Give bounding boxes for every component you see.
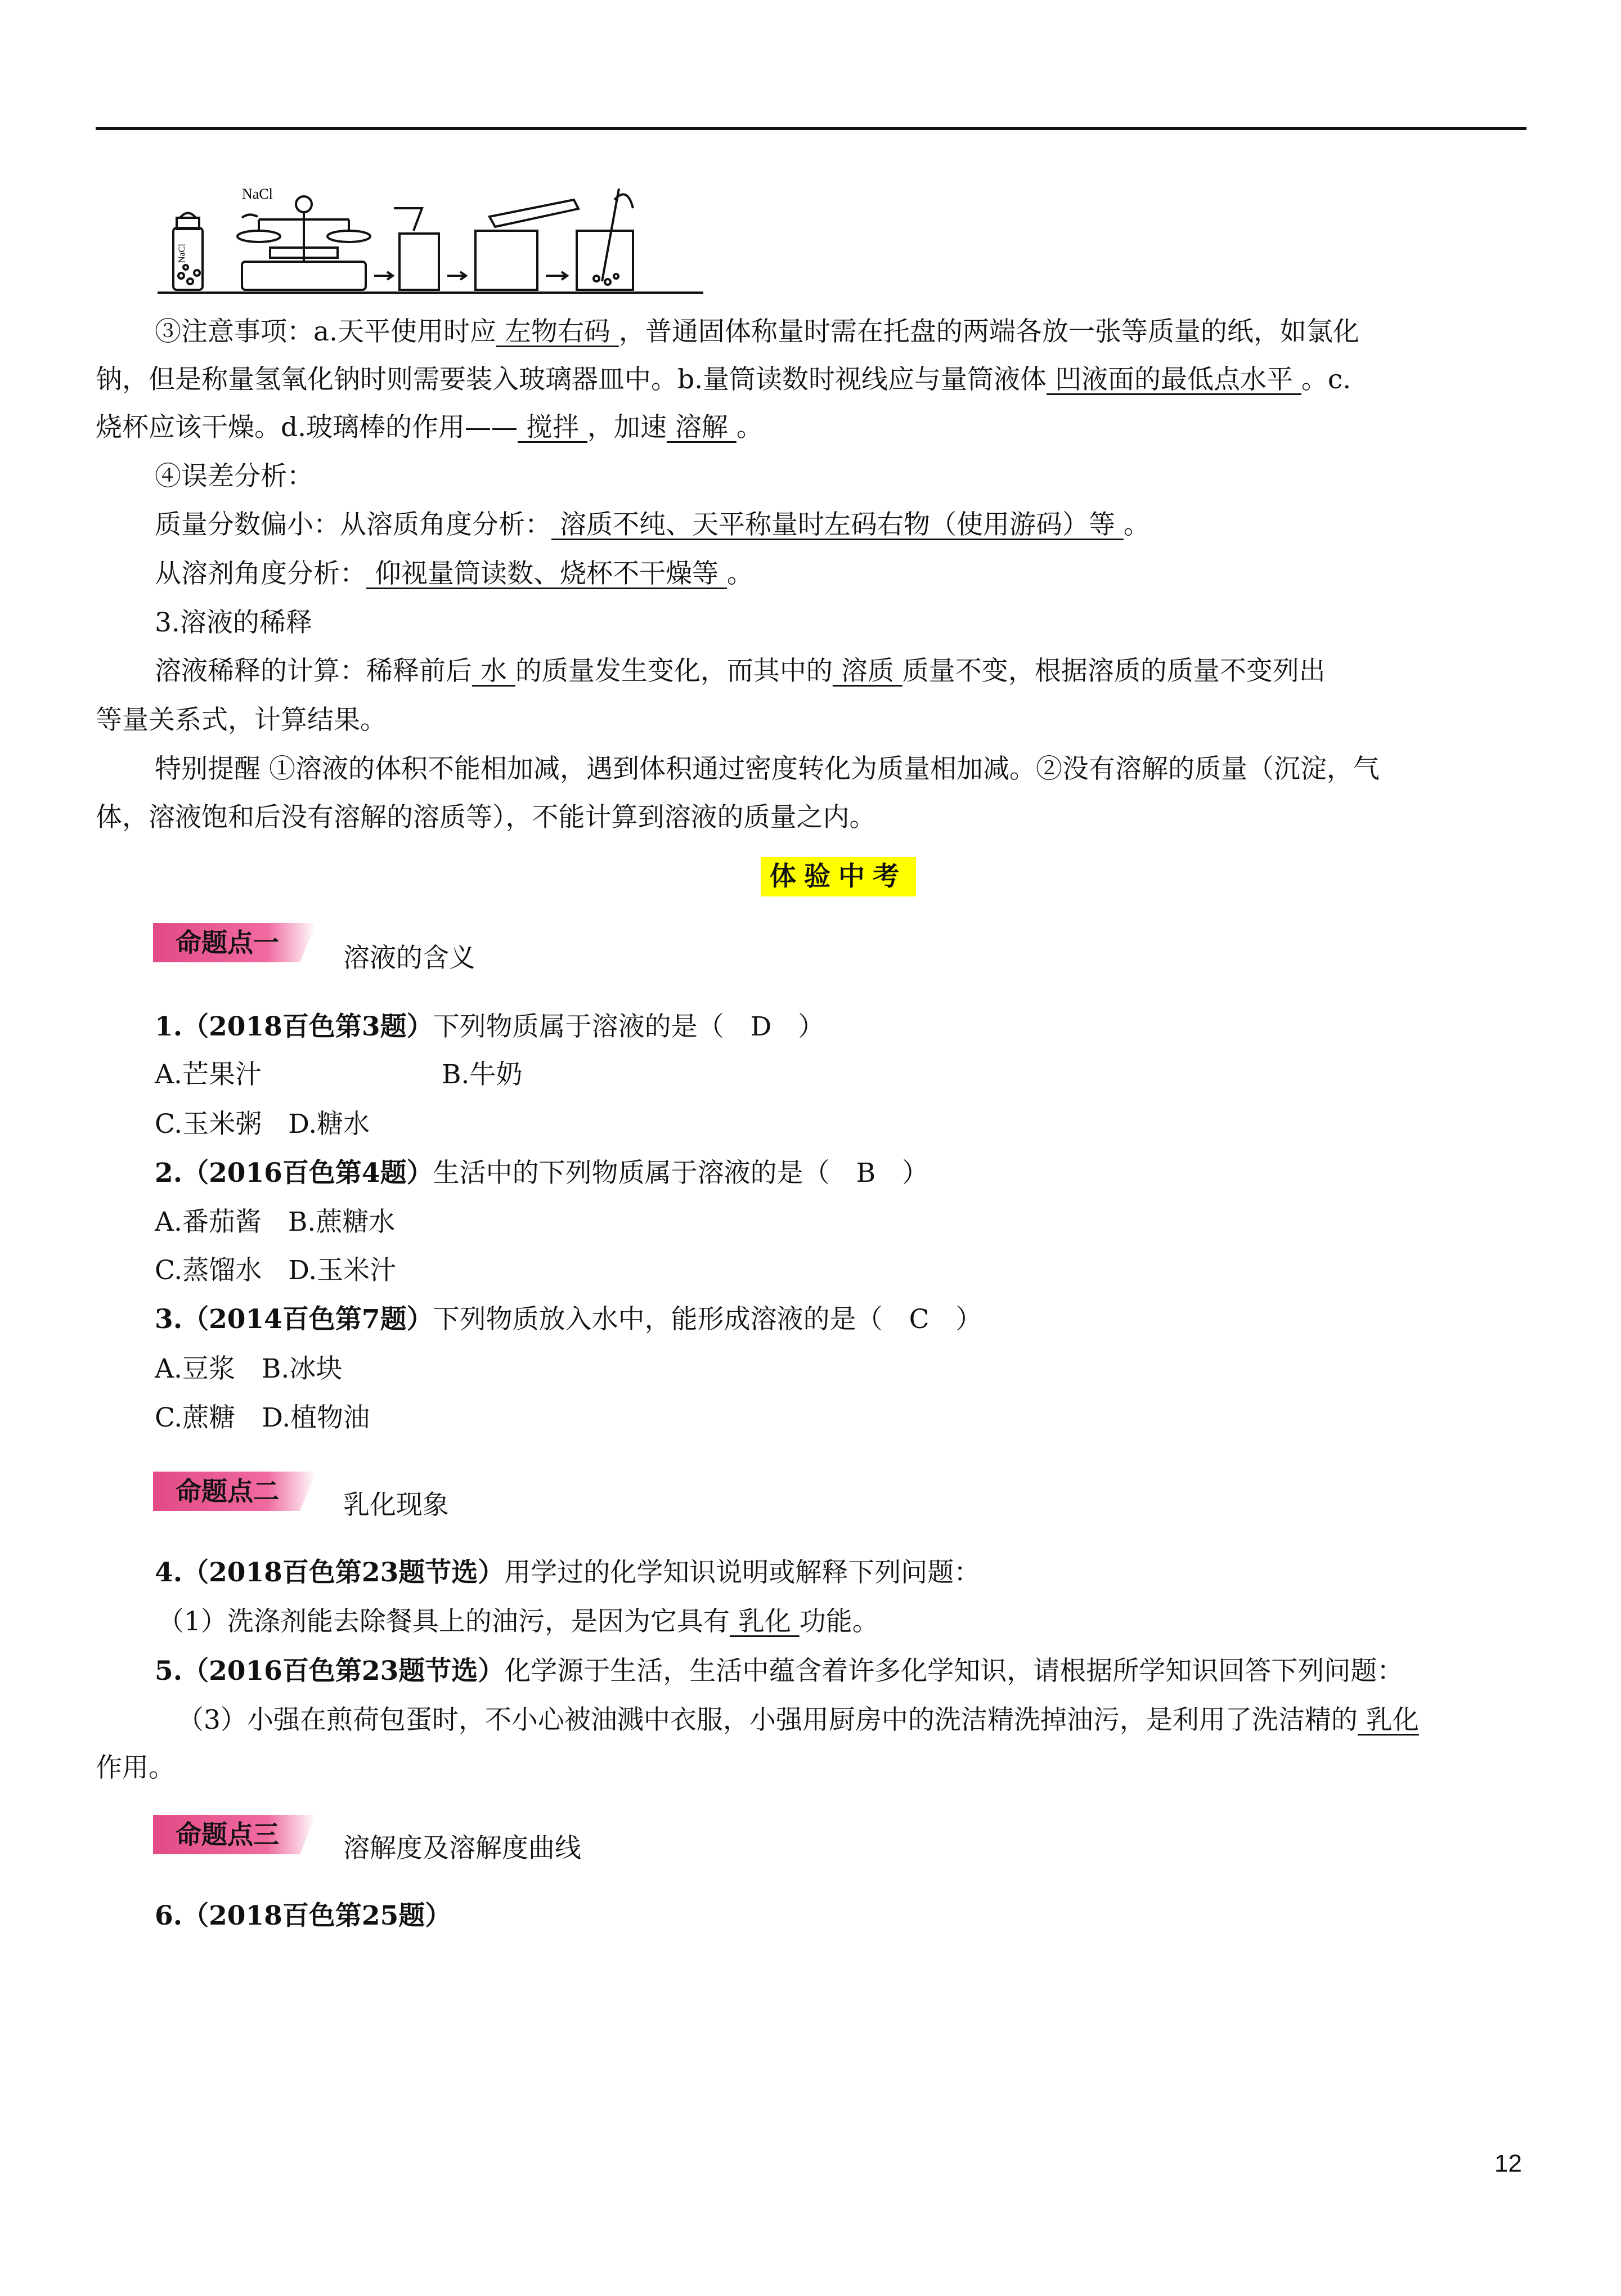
note-line-10: 特别提醒 ①溶液的体积不能相加减，遇到体积通过密度转化为质量相加减。②没有溶解的质量（沉淀，气 — [155, 754, 1380, 784]
question-1-option-a: A.芒果汁 — [155, 1059, 262, 1090]
question-2-options-cd: C.蒸馏水 D.玉米汁 — [155, 1255, 397, 1286]
section-tag-2: 命题点二 — [176, 1476, 279, 1506]
question-4: 4.（2018百色第23题节选）用学过的化学知识说明或解释下列问题： — [155, 1557, 981, 1588]
note-line-2: 钠，但是称量氢氧化钠时则需要装入玻璃器皿中。b.量筒读数时视线应与量筒液体 凹液面的最低点水平 。c. — [96, 364, 1351, 395]
answer-blank: 仰视量筒读数、烧杯不干燥等 — [366, 558, 727, 589]
question-6: 6.（2018百色第25题） — [155, 1900, 452, 1931]
section-title-1: 溶液的含义 — [343, 943, 475, 974]
question-5-sub-cont: 作用。 — [96, 1752, 175, 1783]
note-line-5: 质量分数偏小：从溶质角度分析： 溶质不纯、天平称量时左码右物（使用游码）等 。 — [155, 509, 1150, 540]
answer-blank: 水 — [472, 656, 515, 687]
question-3-options-ab: A.豆浆 B.冰块 — [155, 1353, 343, 1384]
note-line-4: ④误差分析： — [155, 461, 313, 492]
question-2: 2.（2016百色第4题）生活中的下列物质属于溶液的是（ B ） — [155, 1158, 929, 1189]
question-5-sub: （3）小强在煎荷包蛋时，不小心被油溅中衣服，小强用厨房中的洗洁精洗掉油污，是利用了洗洁精的 乳化 — [177, 1705, 1419, 1736]
section-banner: 体验中考 — [761, 857, 916, 896]
answer-blank: 左物右码 — [496, 316, 619, 347]
answer-blank: 乳化 — [729, 1606, 800, 1637]
note-line-9: 等量关系式，计算结果。 — [96, 705, 387, 736]
header-rule — [96, 127, 1526, 130]
answer-blank: 凹液面的最低点水平 — [1047, 364, 1301, 395]
answer-blank: 溶解 — [666, 412, 737, 443]
answer-blank: 乳化 — [1357, 1705, 1419, 1736]
answer-blank: 溶质不纯、天平称量时左码右物（使用游码）等 — [551, 509, 1124, 540]
note-line-7: 3.溶液的稀释 — [155, 607, 312, 638]
section-title-3: 溶解度及溶解度曲线 — [343, 1833, 581, 1864]
note-line-1: ③注意事项：a.天平使用时应 左物右码 ，普通固体称量时需在托盘的两端各放一张等质量的纸，如氯化 — [155, 316, 1359, 347]
note-line-11: 体，溶液饱和后没有溶解的溶质等），不能计算到溶液的质量之内。 — [96, 802, 876, 833]
section-tag-3: 命题点三 — [176, 1819, 279, 1850]
section-title-2: 乳化现象 — [343, 1490, 449, 1521]
nacl-label: NaCl — [242, 186, 273, 202]
section-tag-1: 命题点一 — [176, 927, 279, 958]
question-3: 3.（2014百色第7题）下列物质放入水中，能形成溶液的是（ C ） — [155, 1304, 982, 1335]
note-line-6: 从溶剂角度分析： 仰视量筒读数、烧杯不干燥等 。 — [155, 558, 753, 589]
note-line-3: 烧杯应该干燥。d.玻璃棒的作用—— 搅拌 ，加速 溶解 。 — [96, 412, 763, 443]
question-4-sub: （1）洗涤剂能去除餐具上的油污，是因为它具有 乳化 功能。 — [158, 1606, 879, 1637]
note-line-8: 溶液稀释的计算：稀释前后 水 的质量发生变化，而其中的 溶质 质量不变，根据溶质的质量不变列出 — [155, 656, 1326, 687]
question-1-option-b: B.牛奶 — [442, 1059, 523, 1090]
question-1-options-cd: C.玉米粥 D.糖水 — [155, 1109, 370, 1140]
jar-label: NaCl — [177, 244, 187, 263]
question-1: 1.（2018百色第3题）下列物质属于溶液的是（ D ） — [155, 1011, 825, 1042]
question-2-options-ab: A.番茄酱 B.蔗糖水 — [155, 1207, 396, 1237]
solution-preparation-figure — [158, 177, 709, 298]
answer-blank: 搅拌 — [518, 412, 587, 443]
question-5: 5.（2016百色第23题节选）化学源于生活，生活中蕴含着许多化学知识，请根据所学知识回答下列问题： — [155, 1656, 1404, 1687]
answer-blank: 溶质 — [832, 656, 902, 687]
page-number: 12 — [1494, 2150, 1522, 2177]
question-3-options-cd: C.蔗糖 D.植物油 — [155, 1402, 370, 1433]
